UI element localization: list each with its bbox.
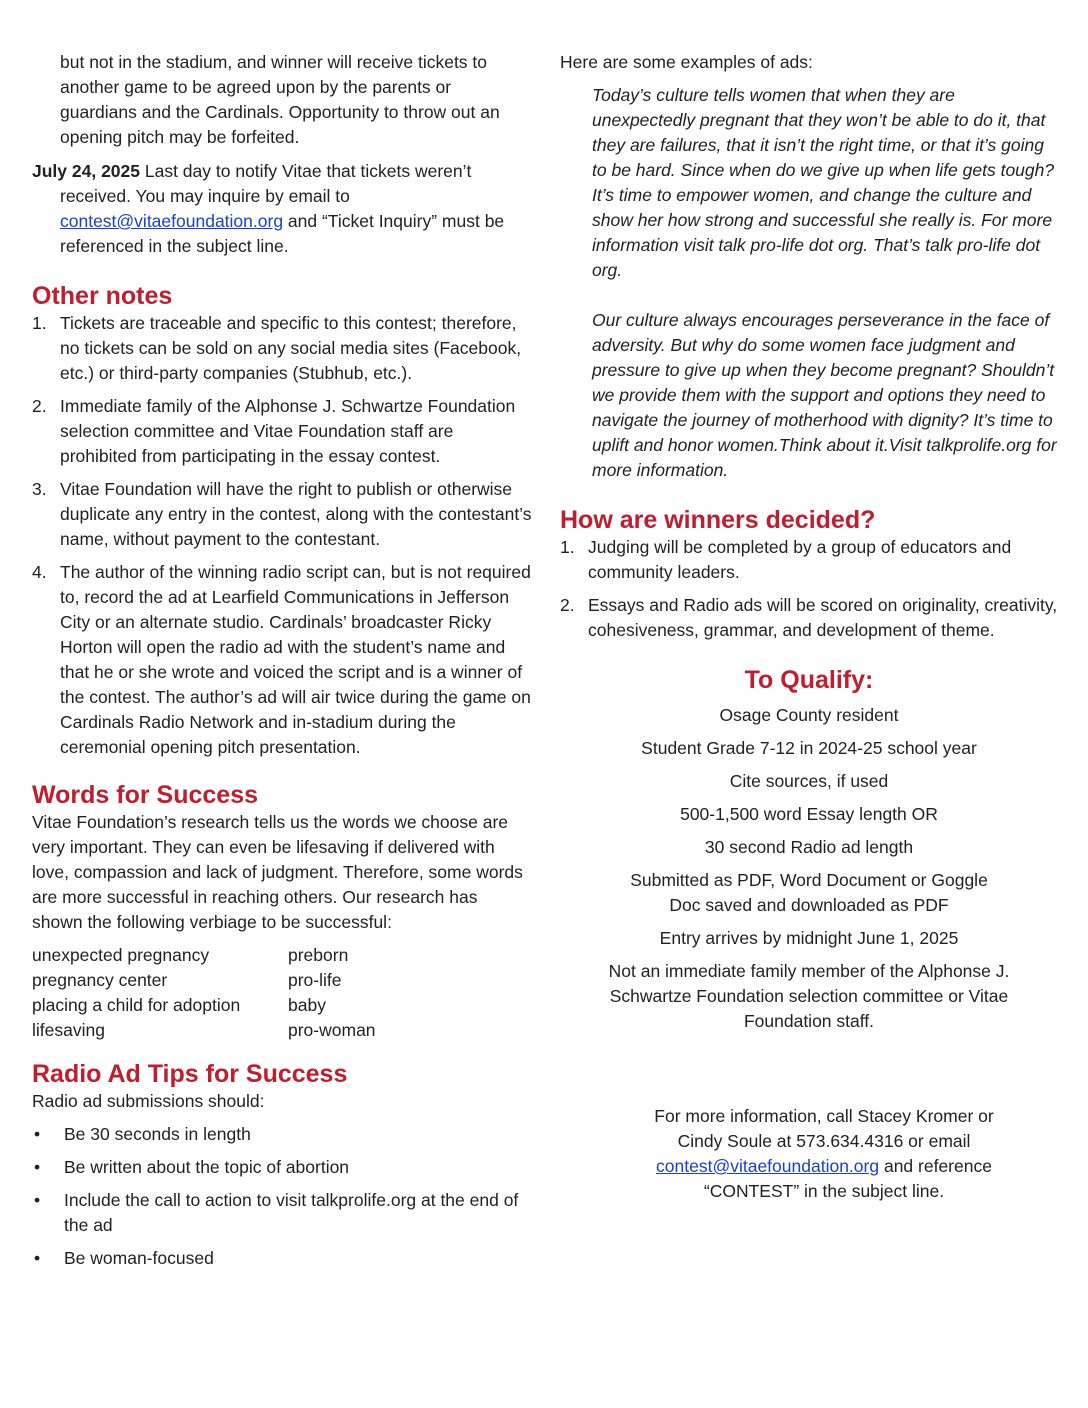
item-text: Judging will be completed by a group of educators and community leaders. [588, 537, 1012, 582]
item-number: 2. [560, 595, 575, 615]
words-grid [32, 943, 532, 1043]
radio-tips-intro: Radio ad submissions should: [32, 1091, 265, 1111]
left-column [32, 50, 532, 1279]
qualify-item: Osage County resident [719, 705, 899, 725]
ticket-deadline-entry [32, 159, 532, 259]
bullet: • [34, 1157, 41, 1177]
radio-tips-list [32, 1122, 532, 1271]
deadline-date: July 24, 2025 [32, 161, 140, 181]
contact-text-1: For more information, call Stacey Kromer or Cindy Soule at 573.634.4316 or email [654, 1106, 994, 1151]
list-item [32, 311, 532, 386]
qualify-item: 30 second Radio ad length [704, 837, 914, 857]
contact-email-link[interactable]: contest@vitaefoundation.org [656, 1156, 880, 1176]
list-item [32, 1155, 532, 1180]
word-item: placing a child for adoption [32, 995, 241, 1015]
item-text: Be woman-focused [64, 1248, 214, 1268]
list-item [560, 593, 1058, 643]
qualify-item: Not an immediate family member of the Alphonse J. Schwartze Foundation selection committee or Vitae Foundation staff. [608, 961, 1010, 1031]
item-text: Essays and Radio ads will be scored on originality, creativity, cohesiveness, grammar, and development of theme. [588, 595, 1058, 640]
deadline-text-1: Last day to notify Vitae that tickets weren’t received. You may inquire by email to [60, 161, 472, 206]
item-text: Be 30 seconds in length [64, 1124, 251, 1144]
item-number: 1. [32, 313, 47, 333]
item-text: Vitae Foundation will have the right to publish or otherwise duplicate any entry in the contest, along with the contestant’s name, without payment to the contestant. [60, 479, 532, 549]
list-item [560, 535, 1058, 585]
qualify-item: Submitted as PDF, Word Document or Goggle Doc saved and downloaded as PDF [630, 870, 988, 915]
bullet: • [34, 1248, 41, 1268]
right-column [560, 50, 1058, 1204]
word-item: preborn [288, 945, 349, 965]
item-number: 2. [32, 396, 47, 416]
radio-tips-heading: Radio Ad Tips for Success [32, 1060, 348, 1088]
bullet: • [34, 1190, 41, 1210]
list-item [32, 560, 532, 760]
list-item [32, 1246, 532, 1271]
words-paragraph: Vitae Foundation’s research tells us the words we choose are very important. They can even be lifesaving if delivered with love, compassion and lack of judgment. Therefore, some words are more successful in reaching others. Our research has shown the following verbiage to be successful: [32, 812, 523, 932]
example-ad-2: Our culture always encourages perseverance in the face of adversity. But why do some women face judgment and pressure to give up when they become pregnant? Shouldn’t we provide them with the support and options they need to navigate the journey of motherhood with dignity? It’s time to uplift and honor women.Think about it.Visit talkprolife.org for more information. [592, 310, 1057, 480]
word-item: baby [288, 995, 326, 1015]
item-text: Be written about the topic of abortion [64, 1157, 350, 1177]
other-notes-list [32, 311, 532, 760]
qualify-heading: To Qualify: [744, 666, 874, 694]
list-item [32, 1188, 532, 1238]
list-item [32, 394, 532, 469]
word-item: pro-life [288, 970, 342, 990]
item-text: Include the call to action to visit talkprolife.org at the end of the ad [64, 1190, 519, 1235]
bullet: • [34, 1124, 41, 1144]
item-text: Tickets are traceable and specific to this contest; therefore, no tickets can be sold on any social media sites (Facebook, etc.) or third-party companies (Stubhub, etc.). [60, 313, 522, 383]
qualify-item: 500-1,500 word Essay length OR [680, 804, 938, 824]
deadline-text-2: and “Ticket Inquiry” must be referenced in the subject line. [60, 211, 505, 256]
contact-info [560, 1104, 1058, 1204]
item-number: 3. [32, 479, 47, 499]
example-ad-1: Today’s culture tells women that when they are unexpectedly pregnant that they won’t be able to do it, that they are failures, that it isn’t the right time, or that it’s going to be hard. Since when do we give up when life gets tough? It’s time to empower women, and change the culture and show her how strong and successful she really is. For more information visit talk pro-life dot org. That’s talk pro-life dot org. [592, 85, 1055, 280]
other-notes-heading: Other notes [32, 282, 173, 310]
qualify-item: Student Grade 7-12 in 2024-25 school year [641, 738, 977, 758]
item-number: 4. [32, 562, 47, 582]
winners-heading: How are winners decided? [560, 506, 876, 534]
word-item: pregnancy center [32, 970, 168, 990]
item-number: 1. [560, 537, 575, 557]
item-text: The author of the winning radio script can, but is not required to, record the ad at Learfield Communications in Jefferson City or an alternate studio. Cardinals’ broadcaster Ricky Horton will open the radio ad with the student’s name and that he or she wrote and voiced the script and is a winner of the contest. The author’s ad will air twice during the game on Cardinals Radio Network and in-stadium during the ceremonial opening pitch presentation. [60, 562, 531, 757]
examples-intro: Here are some examples of ads: [560, 52, 813, 72]
list-item [32, 1122, 532, 1147]
qualify-item: Entry arrives by midnight June 1, 2025 [659, 928, 959, 948]
qualify-section [560, 665, 1058, 1034]
words-heading: Words for Success [32, 781, 259, 809]
prize-continuation: but not in the stadium, and winner will receive tickets to another game to be agreed upon by the parents or guardians and the Cardinals. Opportunity to throw out an opening pitch may be forfeited. [60, 52, 500, 147]
list-item [32, 477, 532, 552]
winners-list [560, 535, 1058, 643]
contest-email-link[interactable]: contest@vitaefoundation.org [60, 211, 284, 231]
word-item: lifesaving [32, 1020, 105, 1040]
word-item: pro-woman [288, 1020, 376, 1040]
item-text: Immediate family of the Alphonse J. Schwartze Foundation selection committee and Vitae Foundation staff are prohibited from participating in the essay contest. [60, 396, 516, 466]
contact-text-2: and reference “CONTEST” in the subject line. [703, 1156, 992, 1201]
qualify-item: Cite sources, if used [729, 771, 889, 791]
word-item: unexpected pregnancy [32, 945, 210, 965]
